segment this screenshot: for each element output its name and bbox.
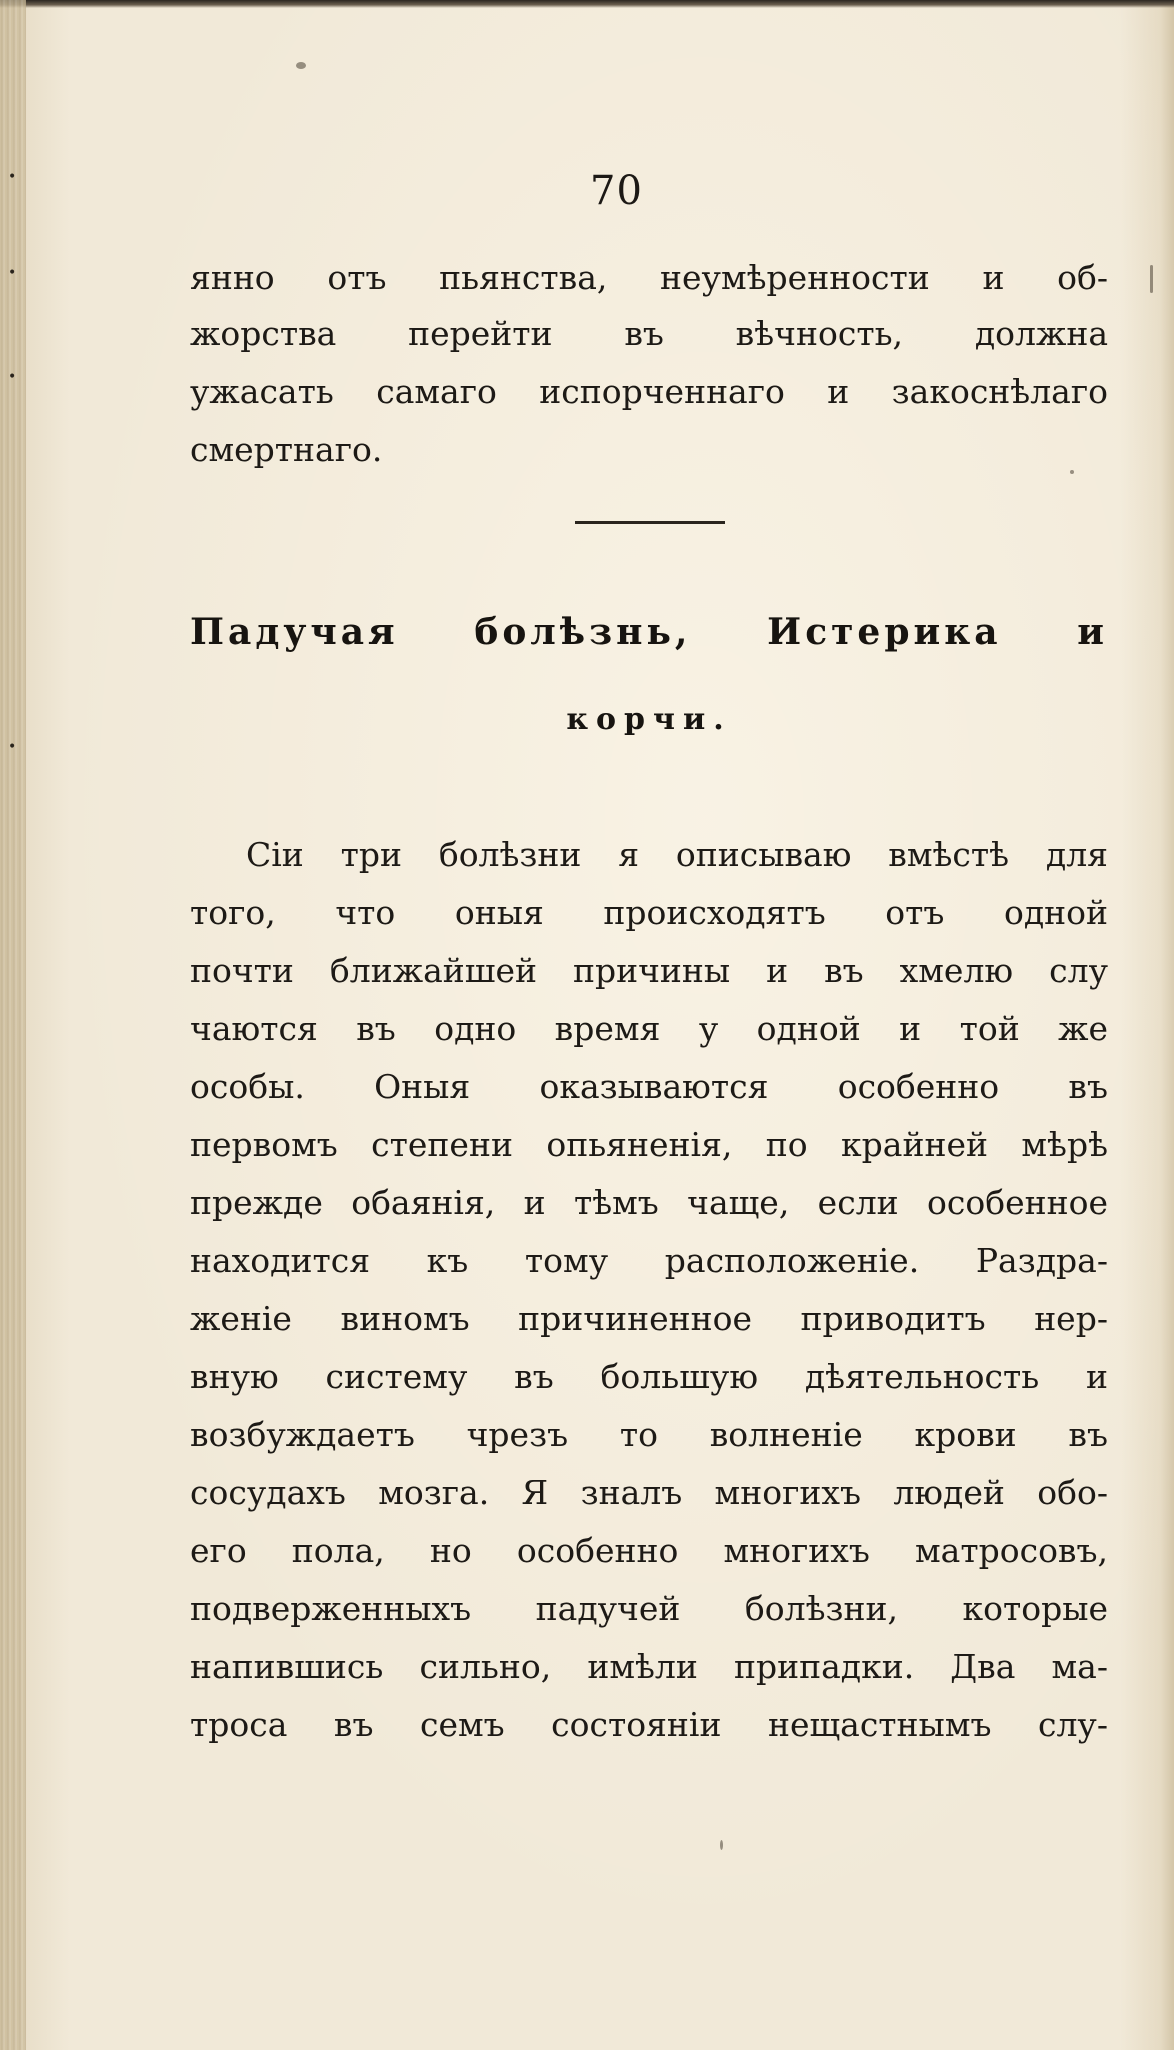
text-line: чаются въ одно время у одной и той же	[190, 1009, 1108, 1048]
text-line: женіе виномъ причиненное приводитъ нер-	[190, 1299, 1108, 1338]
page-top-edge	[0, 0, 1174, 8]
gutter-mark-2: •	[8, 265, 17, 281]
paper-speck	[1150, 265, 1153, 293]
text-line: вную систему въ большую дѣятельность и	[190, 1357, 1108, 1396]
paper-speck	[1070, 470, 1074, 474]
paper-speck	[296, 62, 306, 69]
text-line: почти ближайшей причины и въ хмелю слу	[190, 951, 1108, 990]
text-line: находится къ тому расположеніе. Раздра-	[190, 1241, 1108, 1280]
paper-speck	[720, 1840, 723, 1850]
text-line: первомъ степени опьяненія, по крайней мѣрѣ	[190, 1125, 1108, 1164]
text-line: его пола, но особенно многихъ матросовъ,	[190, 1531, 1108, 1570]
binding-gutter	[0, 0, 26, 2050]
text-line: ужасать самаго испорченнаго и закоснѣлаго	[190, 372, 1108, 411]
text-line: жорства перейти въ вѣчность, должна	[190, 314, 1108, 353]
gutter-mark-3: •	[8, 369, 17, 385]
text-line: напившись сильно, имѣли припадки. Два ма-	[190, 1647, 1108, 1686]
gutter-mark-1: •	[8, 169, 17, 185]
text-line: Сіи три болѣзни я описываю вмѣстѣ для	[246, 835, 1108, 874]
section-divider	[575, 521, 725, 524]
text-line: смертнаго.	[190, 430, 383, 469]
text-line: того, что оныя происходятъ отъ одной	[190, 893, 1108, 932]
text-line: прежде обаянія, и тѣмъ чаще, если особенное	[190, 1183, 1108, 1222]
page-number: 70	[590, 168, 643, 214]
text-line: троса въ семъ состояніи нещастнымъ слу-	[190, 1705, 1108, 1744]
section-heading-continued: корчи.	[566, 702, 732, 737]
text-line: подверженныхъ падучей болѣзни, которые	[190, 1589, 1108, 1628]
text-line: сосудахъ мозга. Я зналъ многихъ людей обо-	[190, 1473, 1108, 1512]
text-line: янно отъ пьянства, неумѣренности и об-	[190, 258, 1108, 297]
text-line: особы. Оныя оказываются особенно въ	[190, 1067, 1108, 1106]
section-heading: Падучая болѣзнь, Истерика и	[190, 611, 1108, 653]
text-line: возбуждаетъ чрезъ то волненіе крови въ	[190, 1415, 1108, 1454]
gutter-mark-4: •	[8, 739, 17, 755]
